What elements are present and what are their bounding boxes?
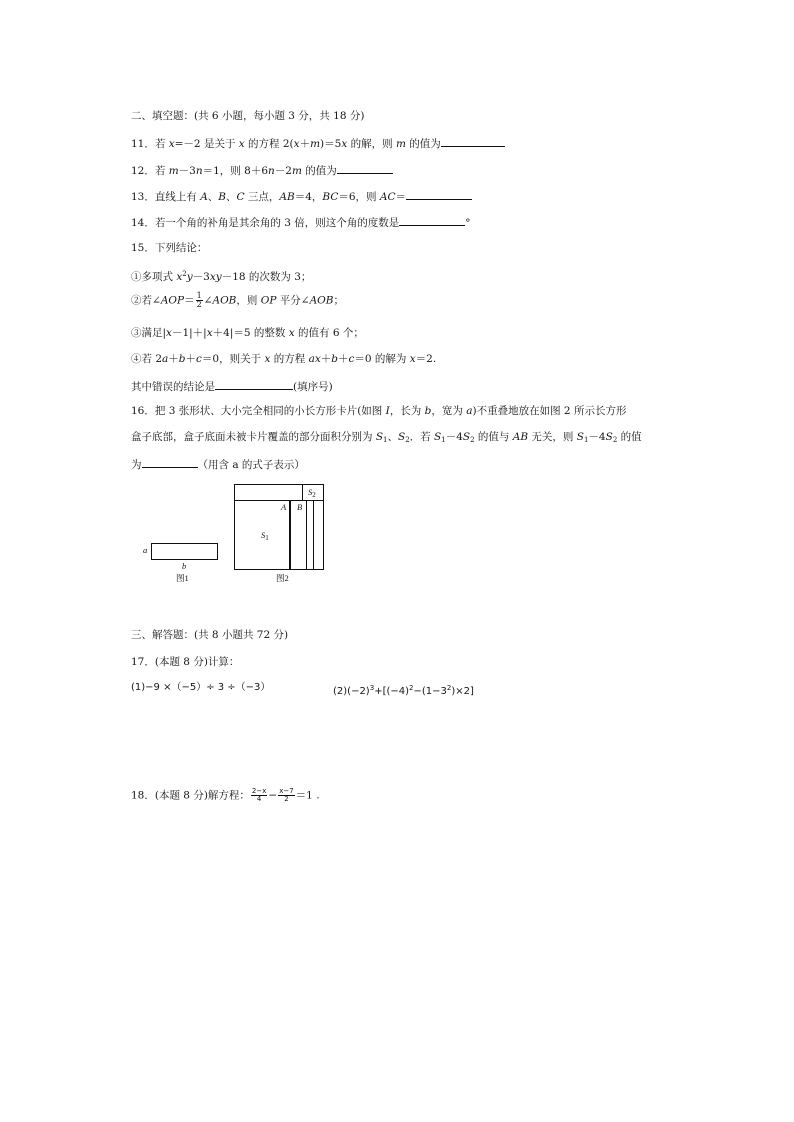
question-15-intro: 15．下列结论： (131, 242, 208, 254)
question-12: 12．若 m－3n＝1，则 8＋6n－2m 的值为 (131, 162, 393, 178)
fraction-1: $\frac{2-x}{4}$ (251, 787, 267, 803)
statement-2: ②若∠AOP＝ $\frac{1}{2}$ ∠AOB，则 OP 平分∠AOB； (131, 291, 344, 309)
question-14: 14．若一个角的补角是其余角的 3 倍，则这个角的度数是 ° (131, 214, 470, 230)
question-16-line-3: 为 （用含 a 的式子表示） (131, 456, 305, 472)
statement-3: ③满足|x－1|＋|x＋4|＝5 的整数 x 的值有 6 个； (131, 327, 364, 339)
section-3-heading: 三、解答题：(共 8 小题共 72 分) (131, 629, 289, 641)
figure-2-card-b-left (306, 500, 307, 570)
figure-1-card (151, 543, 218, 560)
question-17-part-1: (1)−9 ×（−5）÷ 3 ÷（−3） (131, 682, 271, 693)
figure-1-label-a: a (143, 545, 148, 555)
figure-1-label-b: b (182, 561, 187, 571)
answer-blank-14[interactable] (399, 214, 465, 226)
question-17-part-2: $(2)(-2)^3+[(-4)^2-(1-3^2)\times 2]$ (333, 684, 474, 697)
answer-blank-11[interactable] (441, 135, 505, 147)
answer-blank-12[interactable] (337, 162, 393, 174)
figure-2-label-A: A (281, 502, 287, 512)
question-15-answer-line: 其中错误的结论是 (填序号) (131, 378, 333, 394)
figure-2-top-line (234, 500, 303, 501)
figure-2-s2-left-line (302, 484, 303, 500)
figure-2-label-S1: $S_1$ (261, 530, 269, 542)
question-17-title: 17．(本题 8 分)计算： (131, 656, 240, 668)
figure-1-caption: 图1 (176, 573, 189, 583)
question-18: 18．(本题 8 分)解方程： $\frac{2-x}{4}$ − $\frac{x-7}{2}$ ＝1 . (131, 787, 320, 803)
figure-2-caption: 图2 (276, 573, 289, 583)
question-13: 13．直线上有 A、B、C 三点，AB＝4，BC＝6，则 AC＝ (131, 188, 472, 204)
figure-2-card-b-right (313, 500, 314, 570)
statement-4: ④若 2a＋b＋c＝0，则关于 x 的方程 ax＋b＋c＝0 的解为 x＝2. (131, 353, 437, 365)
question-16-line-2: 盒子底部，盒子底面未被卡片覆盖的部分面积分别为 $S_1$、$S_2$．若 $S_1-4S_2$ 的值与 AB 无关，则 $S_1-4S_2$ 的值 (131, 431, 642, 444)
question-11: 11．若 x=－2 是关于 x 的方程 2(x＋m)＝5x 的解，则 m 的值为 (131, 135, 505, 151)
question-16-line-1: 16．把 3 张形状、大小完全相同的小长方形卡片(如图 I，长为 b，宽为 a)不重叠地放在如图 2 所示长方形 (131, 405, 627, 417)
answer-blank-15[interactable] (215, 378, 293, 390)
answer-blank-16[interactable] (142, 456, 198, 468)
answer-blank-13[interactable] (406, 188, 472, 200)
fraction-half: $\frac{1}{2}$ (196, 291, 202, 309)
section-2-heading: 二、填空题：(共 6 小题，每小题 3 分，共 18 分) (131, 110, 365, 122)
fraction-2: $\frac{x-7}{2}$ (279, 787, 294, 803)
figure-2-label-B: B (297, 502, 303, 512)
statement-1: ①多项式 $x^2y-3xy-18$ 的次数为 3； (131, 270, 312, 283)
figure-2-card-a-divider (289, 500, 291, 570)
figure-2-label-S2: $S_2$ (308, 487, 316, 499)
